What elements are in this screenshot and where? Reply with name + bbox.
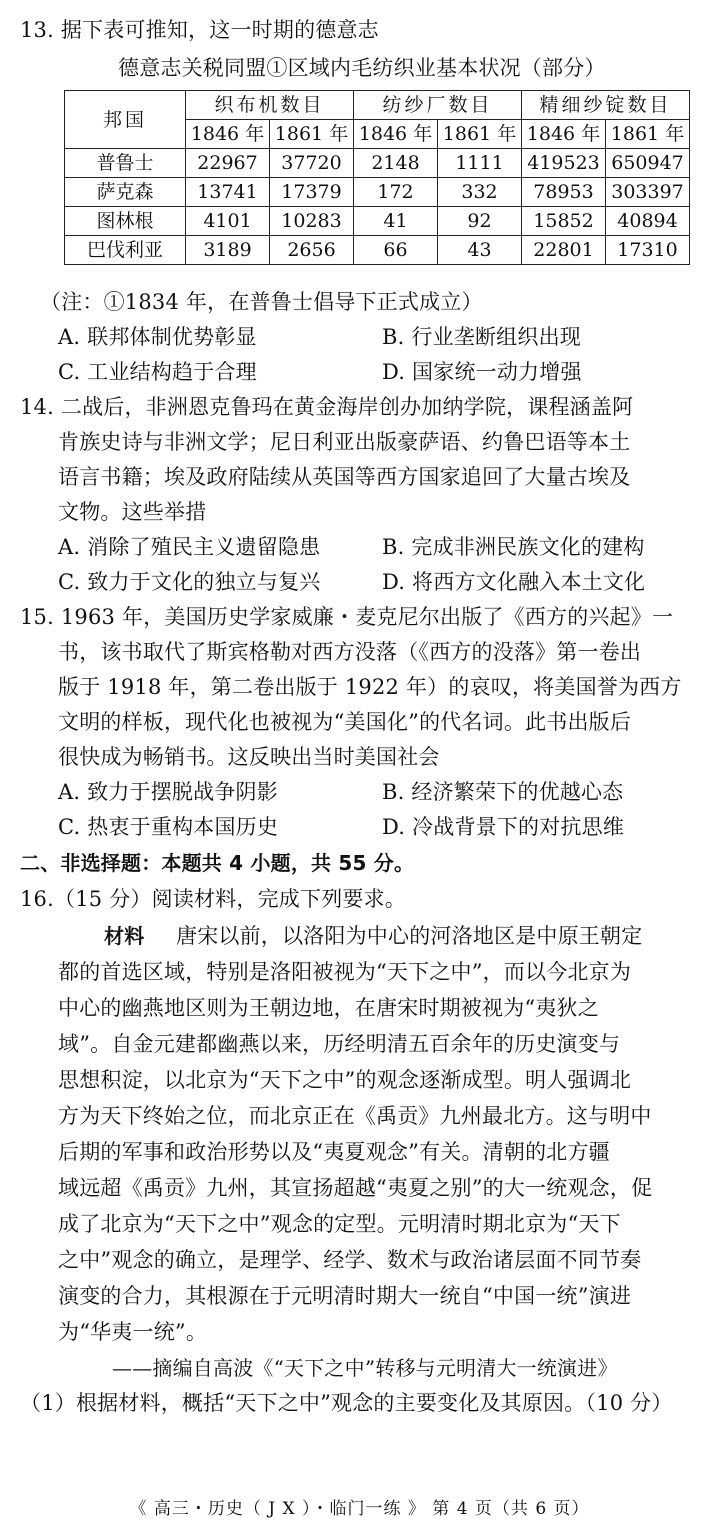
q14-line: 肯族史诗与非洲文学；尼日利亚出版豪萨语、约鲁巴语等本土	[58, 430, 631, 454]
q15-line: 书，该书取代了斯宾格勒对西方没落（《西方的没落》第一卷出	[58, 640, 642, 664]
value-cell: 22801	[522, 236, 606, 265]
q13-stem: 13. 据下表可推知，这一时期的德意志	[20, 18, 379, 42]
q16-material-line: 演变的合力，其根源在于元明清时期大一统自“中国一统”演进	[58, 1284, 632, 1308]
page-footer: 《 高三・历史（ J X ）・临门一练 》 第 4 页（共 6 页）	[129, 1499, 590, 1519]
q16-material-line: 中心的幽燕地区则为王朝边地，在唐宋时期被视为“夷狄之	[58, 996, 599, 1020]
q16-material-line: 后期的军事和政治形势以及“夷夏观念”有关。清朝的北方疆	[58, 1140, 610, 1164]
q14-option-a: A. 消除了殖民主义遗留隐患	[58, 535, 321, 559]
q16-subquestion-1: （1）根据材料，概括“天下之中”观念的主要变化及其原因。（10 分）	[20, 1391, 673, 1415]
q15-line: 版于 1918 年，第二卷出版于 1922 年）的哀叹，将美国誉为西方	[58, 675, 682, 699]
q15-line: 15. 1963 年，美国历史学家威廉・麦克尼尔出版了《西方的兴起》一	[20, 605, 674, 629]
q15-line: 很快成为畅销书。这反映出当时美国社会	[58, 745, 440, 769]
header-state: 邦国	[65, 91, 186, 149]
state-cell: 普鲁士	[65, 149, 186, 178]
header-year: 1861 年	[270, 120, 354, 149]
value-cell: 303397	[606, 178, 690, 207]
q13-option-a: A. 联邦体制优势彰显	[58, 325, 257, 349]
q16-material-line: 方为天下终始之位，而北京正在《禹贡》九州最北方。这与明中	[58, 1104, 652, 1128]
q15-line: 文明的样板，现代化也被视为“美国化”的代名词。此书出版后	[58, 710, 632, 734]
header-group-mills: 纺纱厂数目	[354, 91, 522, 120]
q13-option-c: C. 工业结构趋于合理	[58, 360, 257, 384]
value-cell: 2656	[270, 236, 354, 265]
value-cell: 13741	[186, 178, 270, 207]
q16-stem: 16.（15 分）阅读材料，完成下列要求。	[20, 887, 406, 911]
value-cell: 78953	[522, 178, 606, 207]
value-cell: 650947	[606, 149, 690, 178]
header-group-spindles: 精细纱锭数目	[522, 91, 690, 120]
state-cell: 萨克森	[65, 178, 186, 207]
q15-option-d: D. 冷战背景下的对抗思维	[382, 815, 625, 839]
q16-source: ——摘编自高波《“天下之中”转移与元明清大一统演进》	[112, 1356, 618, 1380]
header-group-looms: 织布机数目	[186, 91, 354, 120]
value-cell: 41	[354, 207, 438, 236]
value-cell: 10283	[270, 207, 354, 236]
value-cell: 1111	[438, 149, 522, 178]
value-cell: 40894	[606, 207, 690, 236]
value-cell: 17310	[606, 236, 690, 265]
table-row	[65, 236, 690, 265]
state-cell: 图林根	[65, 207, 186, 236]
q16-material-label: 材料	[104, 924, 145, 948]
q13-option-d: D. 国家统一动力增强	[382, 360, 582, 384]
header-year: 1846 年	[186, 120, 270, 149]
q16-material-line: 唐宋以前，以洛阳为中心的河洛地区是中原王朝定	[176, 924, 643, 948]
q16-material-line: 思想积淀，以北京为“天下之中”的观念逐渐成型。明人强调北	[58, 1068, 632, 1092]
section-heading: 二、非选择题：本题共 4 小题，共 55 分。	[20, 851, 415, 875]
value-cell: 3189	[186, 236, 270, 265]
q16-material-line: 域”。自金元建都幽燕以来，历经明清五百余年的历史演变与	[58, 1032, 621, 1056]
q16-material-line: 域远超《禹贡》九州，其宣扬超越“夷夏之别”的大一统观念，促	[58, 1176, 653, 1200]
value-cell: 172	[354, 178, 438, 207]
q14-line: 14. 二战后，非洲恩克鲁玛在黄金海岸创办加纳学院，课程涵盖阿	[20, 395, 634, 419]
value-cell: 92	[438, 207, 522, 236]
value-cell: 66	[354, 236, 438, 265]
q15-option-b: B. 经济繁荣下的优越心态	[382, 780, 624, 804]
q16-material-line: 为“华夷一统”。	[58, 1320, 208, 1344]
table-row	[65, 149, 690, 178]
q14-option-b: B. 完成非洲民族文化的建构	[382, 535, 645, 559]
header-year: 1861 年	[606, 120, 690, 149]
value-cell: 22967	[186, 149, 270, 178]
table-row	[65, 207, 690, 236]
header-year: 1861 年	[438, 120, 522, 149]
table-row	[65, 178, 690, 207]
q15-option-c: C. 热衷于重构本国历史	[58, 815, 279, 839]
header-year: 1846 年	[354, 120, 438, 149]
state-cell: 巴伐利亚	[65, 236, 186, 265]
q16-material-line: 之中”观念的确立，是理学、经学、数术与政治诸层面不同节奏	[58, 1248, 642, 1272]
value-cell: 419523	[522, 149, 606, 178]
value-cell: 15852	[522, 207, 606, 236]
header-year: 1846 年	[522, 120, 606, 149]
q16-material-line: 成了北京为“天下之中”观念的定型。元明清时期北京为“天下	[58, 1212, 621, 1236]
value-cell: 2148	[354, 149, 438, 178]
q13-option-b: B. 行业垄断组织出现	[382, 325, 581, 349]
value-cell: 17379	[270, 178, 354, 207]
value-cell: 37720	[270, 149, 354, 178]
q14-line: 语言书籍；埃及政府陆续从英国等西方国家追回了大量古埃及	[58, 465, 631, 489]
q16-material-line: 都的首选区域，特别是洛阳被视为“天下之中”，而以今北京为	[58, 960, 632, 984]
value-cell: 332	[438, 178, 522, 207]
value-cell: 4101	[186, 207, 270, 236]
q14-option-d: D. 将西方文化融入本土文化	[382, 570, 646, 594]
q14-line: 文物。这些举措	[58, 500, 207, 524]
q13-note: （注：①1834 年，在普鲁士倡导下正式成立）	[40, 290, 483, 314]
q13-table-title: 德意志关税同盟①区域内毛纺织业基本状况（部分）	[118, 56, 606, 80]
q15-option-a: A. 致力于摆脱战争阴影	[58, 780, 278, 804]
q13-data-table	[64, 90, 690, 265]
q14-option-c: C. 致力于文化的独立与复兴	[58, 570, 321, 594]
value-cell: 43	[438, 236, 522, 265]
